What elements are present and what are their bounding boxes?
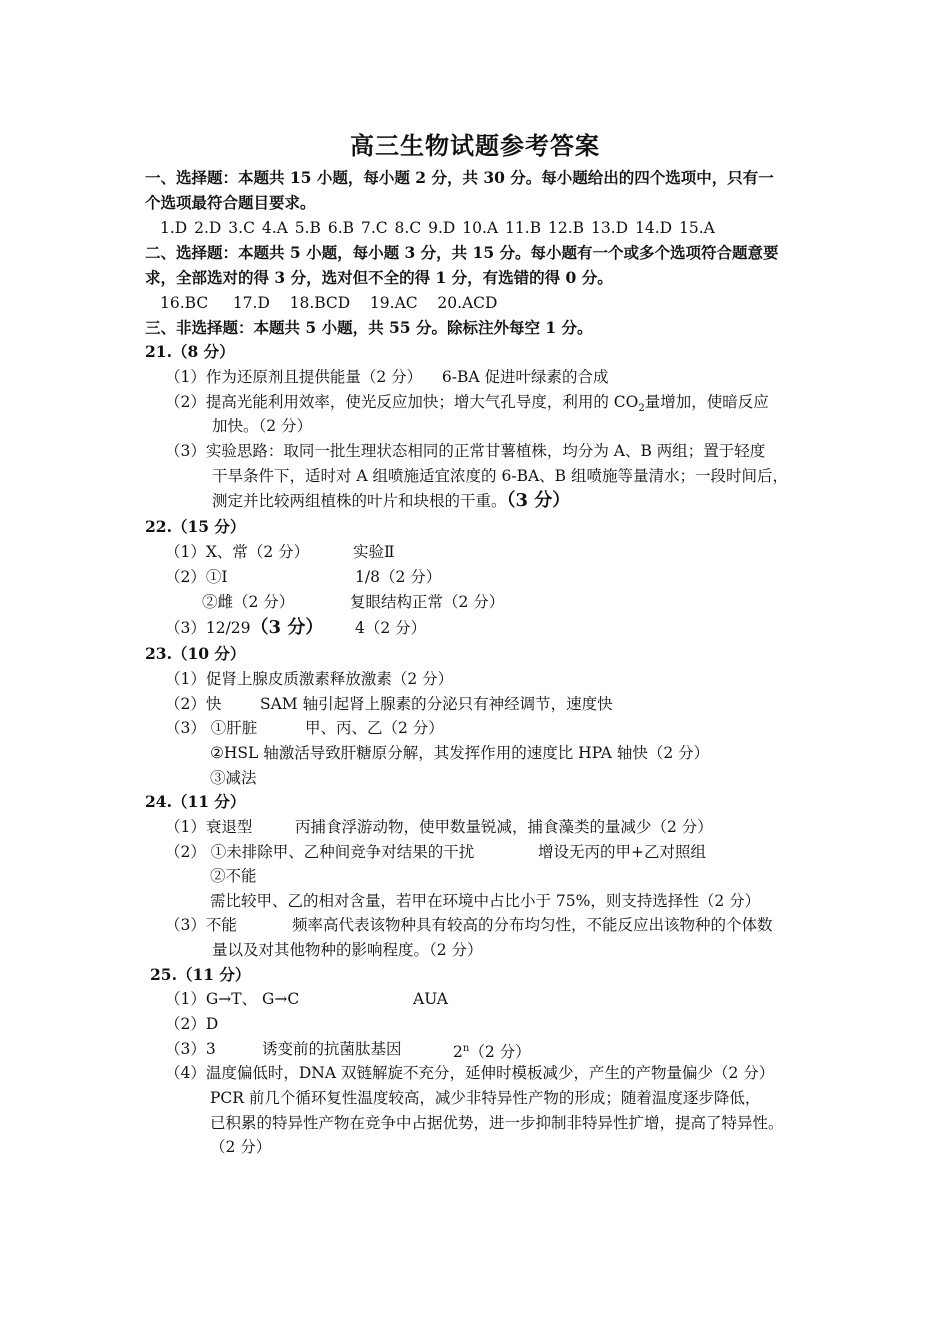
- q25-answer-5: PCR 前几个循环复性温度较高，减少非特异性产物的形成；随着温度逐步降低，: [210, 1089, 761, 1107]
- q24-answer-1a: （1）衰退型: [165, 818, 253, 836]
- section2-heading-line2: 求，全部选对的得 3 分，选对但不全的得 1 分，有选错的得 0 分。: [145, 268, 613, 287]
- section2-answers: 16.BC 17.D 18.BCD 19.AC 20.ACD: [160, 294, 498, 312]
- q25-heading: 25.（11 分）: [150, 965, 251, 984]
- q25-answer-6: 已积累的特异性产物在竞争中占据优势，进一步抑制非特异性扩增，提高了特异性。: [210, 1114, 784, 1132]
- q25-answer-3c: 2$^n$（2 分）: [453, 1043, 531, 1062]
- q23-answer-2a: （2）快: [165, 695, 222, 713]
- q24-answer-5b: 频率高代表该物种具有较高的分布均匀性，不能反应出该物种的个体数: [292, 916, 773, 934]
- q23-answer-3b: 甲、丙、乙（2 分）: [305, 719, 444, 737]
- q24-answer-2b: 增设无丙的甲+乙对照组: [538, 843, 706, 861]
- q22-answer-4b: 4（2 分）: [355, 619, 427, 637]
- q23-answer-1: （1）促肾上腺皮质激素释放激素（2 分）: [165, 670, 454, 688]
- q24-answer-2a: （2） ①未排除甲、乙种间竞争对结果的干扰: [165, 843, 475, 861]
- q22-score-badge: （3 分）: [250, 617, 324, 638]
- section1-heading-line2: 个选项最符合题目要求。: [145, 193, 316, 212]
- q22-answer-4a: （3）12/29（3 分）: [165, 617, 324, 638]
- q21-answer-1: （1）作为还原剂且提供能量（2 分） 6-BA 促进叶绿素的合成: [165, 368, 609, 386]
- q24-answer-3: ②不能: [210, 867, 257, 885]
- q22-answer-2b: 1/8（2 分）: [355, 568, 442, 586]
- q23-answer-5: ③减法: [210, 769, 257, 787]
- q21-score-badge: （3 分）: [506, 490, 571, 511]
- q25-answer-1a: （1）G→T、 G→C: [165, 990, 300, 1008]
- q24-answer-1b: 丙捕食浮游动物，使甲数量锐减，捕食藻类的量减少（2 分）: [295, 818, 713, 836]
- q24-answer-6: 量以及对其他物种的影响程度。（2 分）: [212, 941, 483, 959]
- q22-answer-2a: （2）①Ⅰ: [165, 568, 228, 586]
- q21-answer-2-cont: 加快。（2 分）: [212, 417, 313, 435]
- section2-heading-line1: 二、选择题：本题共 5 小题，每小题 3 分，共 15 分。每小题有一个或多个选项符合题意要: [145, 243, 779, 262]
- q25-answer-3b: 诱变前的抗菌肽基因: [262, 1040, 402, 1058]
- q24-answer-4: 需比较甲、乙的相对含量，若甲在环境中占比小于 75%，则支持选择性（2 分）: [210, 892, 761, 910]
- q21-heading: 21.（8 分）: [145, 342, 235, 361]
- q23-answer-3a: （3） ①肝脏: [165, 719, 258, 737]
- q25-answer-1b: AUA: [413, 990, 448, 1008]
- q23-answer-2b: SAM 轴引起肾上腺素的分泌只有神经调节，速度快: [260, 695, 613, 713]
- q21-answer-3: （3）实验思路：取同一批生理状态相同的正常甘薯植株，均分为 A、B 两组；置于轻度: [165, 442, 766, 460]
- q22-answer-3a: ②雌（2 分）: [202, 593, 295, 611]
- section1-answers: 1.D 2.D 3.C 4.A 5.B 6.B 7.C 8.C 9.D 10.A 11.B 12.B 13.D 14.D 15.A: [160, 219, 715, 237]
- q23-answer-4: ②HSL 轴激活导致肝糖原分解，其发挥作用的速度比 HPA 轴快（2 分）: [210, 744, 710, 762]
- q24-heading: 24.（11 分）: [145, 792, 246, 811]
- q25-answer-7: （2 分）: [210, 1138, 272, 1156]
- q21-answer-3-cont2: 测定并比较两组植株的叶片和块根的干重。（3 分）: [212, 490, 571, 511]
- q21-answer-2: （2）提高光能利用效率，使光反应加快；增大气孔导度，利用的 $CO_2$量增加，使暗反应: [165, 393, 769, 415]
- q22-heading: 22.（15 分）: [145, 517, 246, 536]
- q23-heading: 23.（10 分）: [145, 644, 246, 663]
- q24-answer-5a: （3）不能: [165, 916, 237, 934]
- q22-answer-3b: 复眼结构正常（2 分）: [350, 593, 505, 611]
- q25-answer-4: （4）温度偏低时，DNA 双链解旋不充分，延伸时模板减少，产生的产物量偏少（2 分）: [165, 1064, 775, 1082]
- q21-answer-3-cont1: 干旱条件下，适时对 A 组喷施适宜浓度的 6-BA、B 组喷施等量清水；一段时间后，: [212, 467, 788, 485]
- section3-heading: 三、非选择题：本题共 5 小题，共 55 分。除标注外每空 1 分。: [145, 318, 593, 337]
- q22-answer-1a: （1）X、常（2 分）: [165, 543, 310, 561]
- q25-answer-2: （2）D: [165, 1015, 219, 1033]
- page-title: 高三生物试题参考答案: [350, 131, 600, 160]
- section1-heading-line1: 一、选择题：本题共 15 小题，每小题 2 分，共 30 分。每小题给出的四个选项中，只有一: [145, 168, 774, 187]
- q22-answer-1b: 实验Ⅱ: [353, 543, 395, 561]
- q25-answer-3a: （3）3: [165, 1040, 216, 1058]
